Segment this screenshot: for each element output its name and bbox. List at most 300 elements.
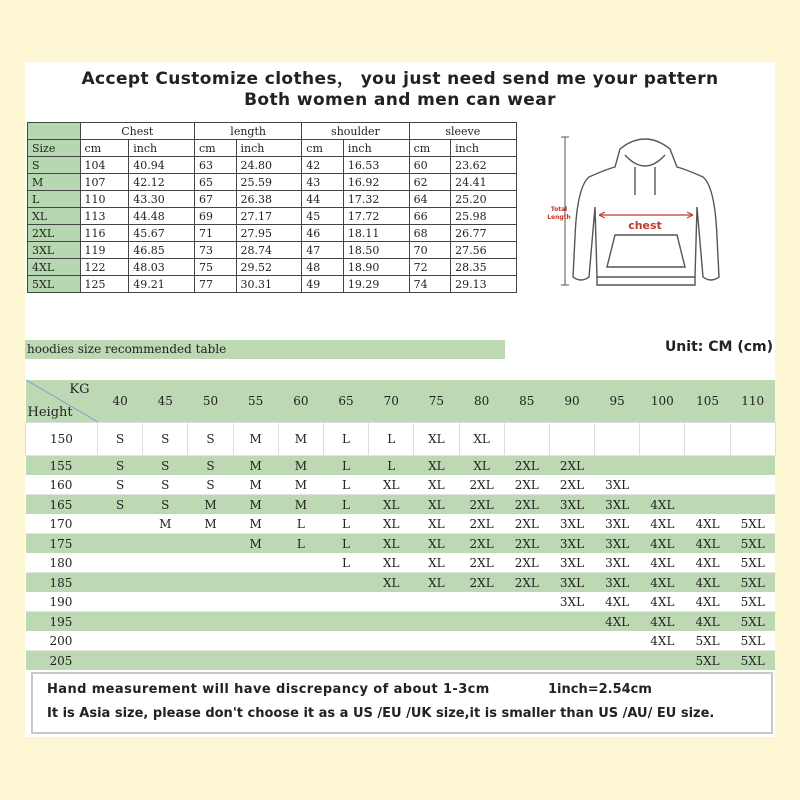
footer-notes: [31, 672, 773, 734]
recommended-size-cell: [98, 514, 143, 534]
recommended-size-cell: [414, 612, 459, 632]
size-value-cell: 25.98: [451, 208, 517, 225]
recommended-size-cell: [369, 612, 414, 632]
size-row: [28, 259, 517, 276]
height-cell: 155: [26, 456, 98, 476]
recommend-row: [26, 423, 776, 456]
recommended-size-cell: [730, 456, 775, 476]
recommended-size-cell: 3XL: [595, 475, 640, 495]
recommended-size-cell: [640, 651, 685, 671]
recommended-size-cell: 4XL: [685, 592, 730, 612]
recommended-size-cell: XL: [414, 495, 459, 515]
weight-header-cell: 80: [459, 380, 504, 423]
recommended-size-cell: [730, 475, 775, 495]
recommended-size-cell: [188, 573, 233, 593]
recommended-size-cell: 4XL: [640, 553, 685, 573]
size-value-cell: 62: [409, 174, 451, 191]
size-value-cell: 49.21: [129, 276, 195, 293]
size-name-cell: 4XL: [28, 259, 81, 276]
recommended-size-cell: [730, 495, 775, 515]
recommended-size-cell: [730, 423, 775, 456]
recommended-size-cell: 4XL: [640, 612, 685, 632]
recommended-size-cell: M: [278, 495, 323, 515]
recommended-size-cell: [504, 423, 549, 456]
recommended-size-cell: L: [278, 514, 323, 534]
size-chart-card: [25, 62, 775, 737]
recommend-row: [26, 495, 776, 515]
size-value-cell: 49: [302, 276, 344, 293]
recommended-size-cell: 2XL: [504, 475, 549, 495]
recommended-size-cell: [549, 423, 594, 456]
height-cell: 150: [26, 423, 98, 456]
recommended-size-cell: L: [323, 553, 368, 573]
recommended-size-cell: [685, 475, 730, 495]
recommended-size-cell: [278, 651, 323, 671]
recommended-size-cell: [640, 456, 685, 476]
size-value-cell: 119: [80, 242, 129, 259]
recommended-size-cell: [459, 592, 504, 612]
recommended-size-cell: [233, 573, 278, 593]
recommend-row: [26, 534, 776, 554]
recommended-size-cell: XL: [369, 514, 414, 534]
total-length-label-1: Total: [550, 206, 568, 213]
size-name-cell: XL: [28, 208, 81, 225]
size-value-cell: 110: [80, 191, 129, 208]
size-corner-cell: [28, 123, 81, 140]
recommended-size-cell: 2XL: [459, 514, 504, 534]
size-value-cell: 27.95: [236, 225, 302, 242]
kg-label: KG: [69, 382, 90, 397]
recommended-size-cell: M: [233, 456, 278, 476]
size-value-cell: 24.41: [451, 174, 517, 191]
weight-header-cell: 105: [685, 380, 730, 423]
recommend-row: [26, 475, 776, 495]
headline-customize: Accept Customize clothes， you just need send me your pattern: [81, 69, 719, 89]
weight-header-cell: 100: [640, 380, 685, 423]
recommended-size-cell: XL: [369, 475, 414, 495]
size-unit-header-row: [28, 140, 517, 157]
size-column-header: Size: [28, 140, 81, 157]
recommended-size-cell: S: [143, 423, 188, 456]
recommended-size-cell: [549, 631, 594, 651]
recommended-size-cell: XL: [414, 475, 459, 495]
recommended-size-cell: 2XL: [549, 475, 594, 495]
recommended-size-cell: [98, 553, 143, 573]
weight-header-cell: 55: [233, 380, 278, 423]
recommended-size-cell: [233, 612, 278, 632]
recommended-size-cell: S: [188, 456, 233, 476]
size-value-cell: 60: [409, 157, 451, 174]
height-cell: 175: [26, 534, 98, 554]
recommended-size-cell: 4XL: [685, 553, 730, 573]
recommended-size-cell: [369, 651, 414, 671]
height-cell: 205: [26, 651, 98, 671]
size-unit-header: cm: [409, 140, 451, 157]
recommended-size-cell: [504, 651, 549, 671]
recommended-size-cell: 3XL: [549, 553, 594, 573]
recommended-size-cell: [595, 631, 640, 651]
recommend-row: [26, 514, 776, 534]
recommended-size-cell: S: [143, 456, 188, 476]
recommended-size-cell: [459, 612, 504, 632]
recommend-row: [26, 456, 776, 476]
recommended-size-cell: [414, 651, 459, 671]
size-value-cell: 75: [194, 259, 236, 276]
recommended-size-cell: 3XL: [595, 534, 640, 554]
height-cell: 170: [26, 514, 98, 534]
size-unit-header: cm: [194, 140, 236, 157]
size-value-cell: 45: [302, 208, 344, 225]
weight-header-cell: 60: [278, 380, 323, 423]
headline-unisex: Both women and men can wear: [244, 90, 556, 110]
asia-size-note: It is Asia size, please don't choose it as a US /EU /UK size,it is smaller than US /AU/ EU size.: [47, 706, 715, 721]
recommended-size-cell: 4XL: [685, 534, 730, 554]
size-value-cell: 64: [409, 191, 451, 208]
recommended-size-cell: [595, 651, 640, 671]
recommended-size-cell: [504, 612, 549, 632]
recommended-size-cell: [640, 423, 685, 456]
recommended-size-cell: 3XL: [595, 573, 640, 593]
size-value-cell: 16.53: [343, 157, 409, 174]
recommended-size-cell: M: [233, 495, 278, 515]
total-length-label-2: Length: [547, 214, 571, 221]
size-row: [28, 208, 517, 225]
height-label: Height: [27, 405, 73, 420]
size-row: [28, 225, 517, 242]
recommended-size-cell: 4XL: [685, 514, 730, 534]
height-cell: 165: [26, 495, 98, 515]
recommended-size-cell: [188, 592, 233, 612]
recommended-size-cell: [143, 553, 188, 573]
weight-header-cell: 50: [188, 380, 233, 423]
recommended-size-cell: [595, 423, 640, 456]
recommended-size-cell: 4XL: [640, 534, 685, 554]
hoodie-outline-icon: [573, 139, 719, 285]
recommended-size-cell: XL: [459, 456, 504, 476]
weight-header-cell: 75: [414, 380, 459, 423]
size-row: [28, 191, 517, 208]
size-value-cell: 44: [302, 191, 344, 208]
size-value-cell: 65: [194, 174, 236, 191]
size-value-cell: 18.50: [343, 242, 409, 259]
recommend-row: [26, 631, 776, 651]
recommended-size-cell: [188, 534, 233, 554]
recommended-size-cell: 2XL: [549, 456, 594, 476]
size-value-cell: 47: [302, 242, 344, 259]
recommended-size-cell: S: [98, 475, 143, 495]
size-value-cell: 27.56: [451, 242, 517, 259]
recommended-size-cell: XL: [414, 456, 459, 476]
recommended-size-cell: 3XL: [549, 534, 594, 554]
recommended-size-cell: 3XL: [595, 495, 640, 515]
recommended-size-cell: XL: [414, 573, 459, 593]
recommended-size-cell: [414, 631, 459, 651]
weight-header-cell: 85: [504, 380, 549, 423]
recommended-size-cell: 4XL: [595, 612, 640, 632]
recommended-size-cell: S: [98, 495, 143, 515]
recommended-size-cell: M: [188, 495, 233, 515]
size-value-cell: 26.38: [236, 191, 302, 208]
recommended-size-cell: XL: [414, 514, 459, 534]
size-value-cell: 27.17: [236, 208, 302, 225]
weight-header-cell: 70: [369, 380, 414, 423]
recommended-size-cell: [98, 631, 143, 651]
size-value-cell: 46: [302, 225, 344, 242]
recommended-size-cell: S: [143, 495, 188, 515]
recommended-size-cell: 5XL: [730, 592, 775, 612]
size-value-cell: 43.30: [129, 191, 195, 208]
size-value-cell: 70: [409, 242, 451, 259]
recommended-size-cell: L: [278, 534, 323, 554]
size-unit-header: cm: [80, 140, 129, 157]
recommended-size-cell: [143, 651, 188, 671]
recommended-size-cell: 3XL: [595, 553, 640, 573]
size-value-cell: 67: [194, 191, 236, 208]
size-value-cell: 28.35: [451, 259, 517, 276]
recommended-size-cell: L: [323, 423, 368, 456]
size-name-cell: 3XL: [28, 242, 81, 259]
size-value-cell: 66: [409, 208, 451, 225]
recommended-size-cell: L: [323, 475, 368, 495]
recommended-size-cell: [278, 631, 323, 651]
size-name-cell: L: [28, 191, 81, 208]
recommended-size-cell: S: [188, 475, 233, 495]
recommend-table-label: hoodies size recommended table: [25, 340, 505, 359]
recommended-size-cell: [98, 534, 143, 554]
recommended-size-cell: [233, 651, 278, 671]
recommended-size-cell: [685, 423, 730, 456]
recommended-size-cell: 5XL: [685, 631, 730, 651]
size-value-cell: 29.13: [451, 276, 517, 293]
hoodie-diagram: [545, 127, 755, 297]
size-value-cell: 46.85: [129, 242, 195, 259]
size-value-cell: 122: [80, 259, 129, 276]
recommended-size-cell: [188, 612, 233, 632]
recommended-size-cell: 3XL: [549, 514, 594, 534]
size-value-cell: 17.32: [343, 191, 409, 208]
recommended-size-cell: M: [278, 423, 323, 456]
recommended-size-cell: [323, 612, 368, 632]
corner-cell: [26, 380, 98, 423]
size-value-cell: 107: [80, 174, 129, 191]
recommended-size-cell: [459, 651, 504, 671]
recommended-size-cell: [504, 631, 549, 651]
height-cell: 195: [26, 612, 98, 632]
recommended-size-cell: XL: [369, 553, 414, 573]
size-value-cell: 44.48: [129, 208, 195, 225]
recommended-size-cell: 2XL: [504, 573, 549, 593]
recommended-size-cell: [278, 573, 323, 593]
size-value-cell: 16.92: [343, 174, 409, 191]
size-unit-header: inch: [129, 140, 195, 157]
recommended-size-cell: [323, 631, 368, 651]
recommended-size-cell: 2XL: [459, 534, 504, 554]
recommended-size-cell: M: [188, 514, 233, 534]
recommended-size-cell: [233, 631, 278, 651]
recommended-size-cell: 4XL: [685, 573, 730, 593]
recommended-size-cell: 5XL: [685, 651, 730, 671]
recommended-size-cell: M: [233, 514, 278, 534]
size-value-cell: 40.94: [129, 157, 195, 174]
size-value-cell: 63: [194, 157, 236, 174]
size-row: [28, 276, 517, 293]
recommended-size-cell: S: [143, 475, 188, 495]
recommended-size-cell: M: [143, 514, 188, 534]
recommended-size-cell: 5XL: [730, 534, 775, 554]
recommend-row: [26, 592, 776, 612]
recommended-size-cell: [685, 495, 730, 515]
height-cell: 185: [26, 573, 98, 593]
size-value-cell: 104: [80, 157, 129, 174]
weight-header-cell: 40: [98, 380, 143, 423]
recommended-size-cell: [369, 592, 414, 612]
recommended-size-cell: 4XL: [640, 495, 685, 515]
recommended-size-cell: [98, 573, 143, 593]
recommended-size-cell: 5XL: [730, 514, 775, 534]
size-value-cell: 26.77: [451, 225, 517, 242]
size-name-cell: 5XL: [28, 276, 81, 293]
size-group-header: shoulder: [302, 123, 409, 140]
recommended-size-cell: 5XL: [730, 651, 775, 671]
recommended-size-cell: [323, 651, 368, 671]
recommended-size-cell: 4XL: [640, 573, 685, 593]
weight-header-cell: 95: [595, 380, 640, 423]
weight-header-cell: 110: [730, 380, 775, 423]
recommended-size-cell: [323, 573, 368, 593]
size-value-cell: 74: [409, 276, 451, 293]
size-unit-header: cm: [302, 140, 344, 157]
size-group-header: Chest: [80, 123, 194, 140]
recommend-size-table: [25, 380, 776, 670]
recommended-size-cell: [459, 631, 504, 651]
recommended-size-cell: XL: [414, 423, 459, 456]
recommended-size-cell: [595, 456, 640, 476]
size-row: [28, 157, 517, 174]
recommended-size-cell: [369, 631, 414, 651]
size-value-cell: 125: [80, 276, 129, 293]
recommended-size-cell: S: [188, 423, 233, 456]
recommended-size-cell: XL: [369, 534, 414, 554]
recommended-size-cell: [98, 612, 143, 632]
recommended-size-cell: 2XL: [504, 456, 549, 476]
unit-label: Unit: CM (cm): [664, 339, 773, 355]
size-value-cell: 68: [409, 225, 451, 242]
recommended-size-cell: XL: [369, 495, 414, 515]
recommended-size-cell: M: [233, 534, 278, 554]
recommended-size-cell: [143, 534, 188, 554]
recommended-size-cell: 2XL: [459, 495, 504, 515]
recommended-size-cell: 4XL: [595, 592, 640, 612]
size-value-cell: 19.29: [343, 276, 409, 293]
recommended-size-cell: 2XL: [459, 573, 504, 593]
recommended-size-cell: L: [323, 534, 368, 554]
size-group-header: length: [194, 123, 301, 140]
recommend-row: [26, 651, 776, 671]
recommended-size-cell: 4XL: [640, 592, 685, 612]
size-value-cell: 113: [80, 208, 129, 225]
recommended-size-cell: XL: [414, 553, 459, 573]
size-value-cell: 17.72: [343, 208, 409, 225]
recommended-size-cell: M: [233, 475, 278, 495]
recommended-size-cell: 5XL: [730, 631, 775, 651]
height-cell: 190: [26, 592, 98, 612]
size-unit-header: inch: [451, 140, 517, 157]
recommended-size-cell: [278, 592, 323, 612]
recommend-row: [26, 553, 776, 573]
weight-header-cell: 90: [549, 380, 594, 423]
weight-header-cell: 45: [143, 380, 188, 423]
recommended-size-cell: 5XL: [730, 573, 775, 593]
size-unit-header: inch: [236, 140, 302, 157]
recommended-size-cell: L: [369, 456, 414, 476]
inch-conversion-note: 1inch=2.54cm: [548, 682, 652, 697]
recommended-size-cell: 2XL: [504, 553, 549, 573]
height-cell: 160: [26, 475, 98, 495]
size-group-header: sleeve: [409, 123, 516, 140]
size-row: [28, 174, 517, 191]
recommended-size-cell: L: [369, 423, 414, 456]
recommended-size-cell: [143, 631, 188, 651]
recommended-size-cell: [98, 592, 143, 612]
size-value-cell: 43: [302, 174, 344, 191]
size-unit-header: inch: [343, 140, 409, 157]
size-row: [28, 242, 517, 259]
recommended-size-cell: [233, 592, 278, 612]
recommended-size-cell: 4XL: [685, 612, 730, 632]
size-value-cell: 25.59: [236, 174, 302, 191]
recommended-size-cell: 2XL: [504, 495, 549, 515]
recommended-size-cell: [188, 553, 233, 573]
size-value-cell: 25.20: [451, 191, 517, 208]
recommended-size-cell: 3XL: [549, 592, 594, 612]
size-measurement-table: [27, 122, 517, 293]
recommended-size-cell: [504, 592, 549, 612]
recommended-size-cell: [143, 592, 188, 612]
size-value-cell: 18.11: [343, 225, 409, 242]
recommended-size-cell: M: [278, 456, 323, 476]
recommend-row: [26, 612, 776, 632]
measurement-note: Hand measurement will have discrepancy of about 1-3cm: [47, 682, 490, 697]
recommended-size-cell: [143, 573, 188, 593]
height-cell: 180: [26, 553, 98, 573]
recommend-row: [26, 573, 776, 593]
size-name-cell: 2XL: [28, 225, 81, 242]
chest-label: chest: [628, 219, 662, 232]
recommended-size-cell: M: [278, 475, 323, 495]
size-value-cell: 42: [302, 157, 344, 174]
size-value-cell: 45.67: [129, 225, 195, 242]
recommended-size-cell: 4XL: [640, 631, 685, 651]
recommended-size-cell: [323, 592, 368, 612]
recommended-size-cell: [640, 475, 685, 495]
recommended-size-cell: L: [323, 514, 368, 534]
size-value-cell: 29.52: [236, 259, 302, 276]
size-value-cell: 71: [194, 225, 236, 242]
recommended-size-cell: 2XL: [504, 534, 549, 554]
recommended-size-cell: [98, 651, 143, 671]
size-value-cell: 48: [302, 259, 344, 276]
recommended-size-cell: 5XL: [730, 612, 775, 632]
recommended-size-cell: 3XL: [549, 495, 594, 515]
size-value-cell: 42.12: [129, 174, 195, 191]
weight-header-cell: 65: [323, 380, 368, 423]
recommended-size-cell: S: [98, 456, 143, 476]
size-name-cell: M: [28, 174, 81, 191]
size-value-cell: 72: [409, 259, 451, 276]
height-cell: 200: [26, 631, 98, 651]
recommended-size-cell: L: [323, 495, 368, 515]
recommended-size-cell: 2XL: [459, 553, 504, 573]
